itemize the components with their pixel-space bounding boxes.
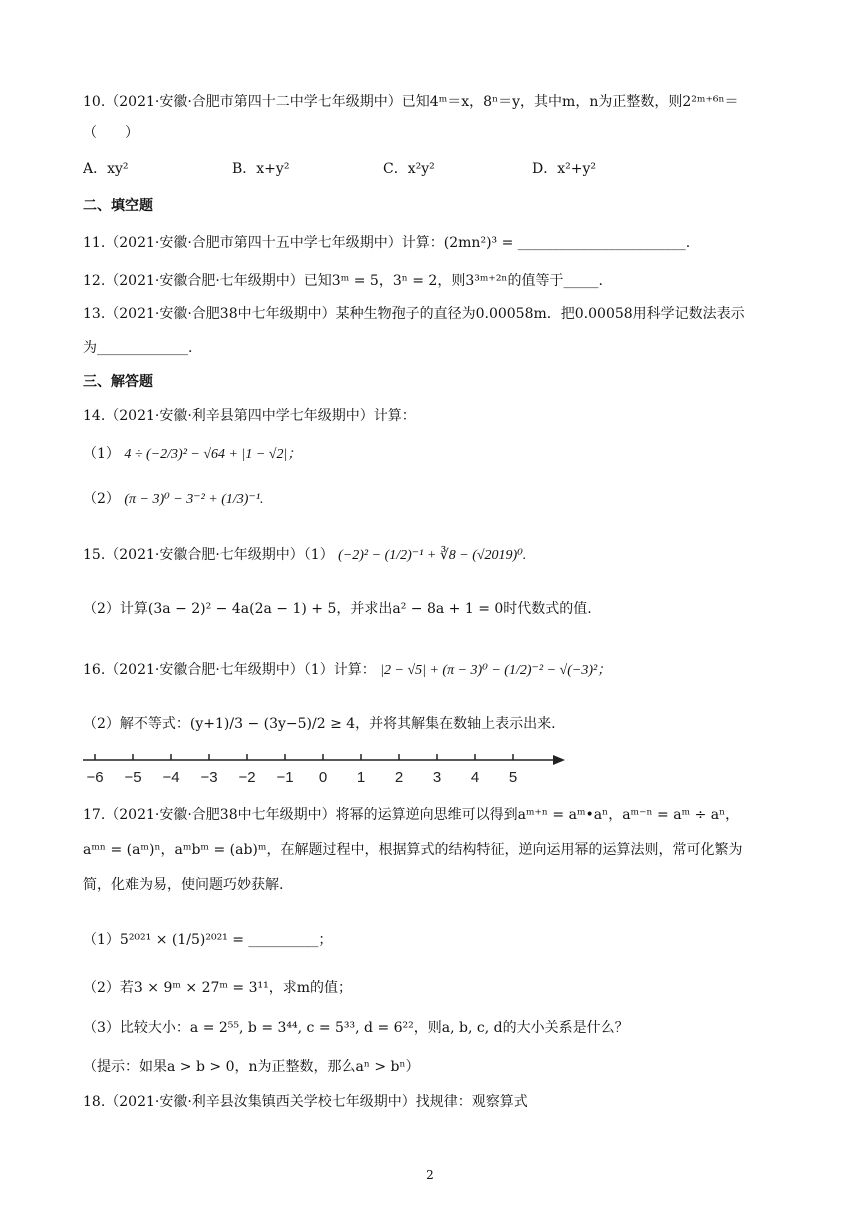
number-line-tick-label: 5 [508,769,518,786]
number-line-tick-label: 4 [470,769,480,786]
number-line-tick-label: 1 [356,769,366,786]
q16-part1 [83,660,611,681]
section-answer-heading: 三、解答题 [83,374,153,390]
q17-part1: （1）5²⁰²¹ × (1/5)²⁰²¹ = __________； [83,932,333,948]
q10-blank: （ ） [83,125,139,141]
q14-part2 [83,489,264,510]
q16-stem: 16.（2021·安徽合肥·七年级期中）（1）计算： [83,662,376,678]
number-line-ticks [86,754,517,786]
number-line-tick-label: −3 [200,769,218,786]
q14-stem: 14.（2021·安徽·利辛县第四中学七年级期中）计算： [83,408,416,424]
number-line [83,750,573,790]
q17-line1: 17.（2021·安徽·合肥38中七年级期中）将幂的运算逆向思维可以得到aᵐ⁺ⁿ = aᵐ•aⁿ，aᵐ⁻ⁿ = aᵐ ÷ aⁿ， [83,807,740,823]
number-line-tick-label: 0 [318,769,328,786]
q14-part1-label: （1） [83,446,120,462]
number-line-arrow [553,755,565,765]
q14-part1 [83,444,301,465]
number-line-tick-label: −5 [124,769,142,786]
q17-line3: 简，化难为易，使问题巧妙获解. [83,877,284,893]
q17-part2: （2）若3 × 9ᵐ × 27ᵐ = 3¹¹，求m的值； [83,980,353,996]
q13-line2: 为_____________. [83,340,193,356]
q16-part1-expression: |2 − √5| + (π − 3)⁰ − (1/2)⁻² − √(−3)²； [380,663,612,678]
q15-part2: （2）计算(3a − 2)² − 4a(2a − 1) + 5，并求出a² − 8a + 1 = 0时代数式的值. [83,601,592,617]
q10-option-c: C．x²y² [383,161,435,177]
number-line-tick-label: −6 [86,769,104,786]
number-line-tick-label: −2 [238,769,256,786]
q18-stem: 18.（2021·安徽·利辛县汝集镇西关学校七年级期中）找规律：观察算式 [83,1094,528,1110]
q13-line1: 13.（2021·安徽·合肥38中七年级期中）某种生物孢子的直径为0.00058m．把0.00058用科学记数法表示 [83,306,745,322]
section-fill-in-heading: 二、填空题 [83,198,153,214]
q17-part3: （3）比较大小：a = 2⁵⁵, b = 3⁴⁴, c = 5³³, d = 6²²，则a, b, c, d的大小关系是什么？ [83,1020,629,1036]
q17-line2: aᵐⁿ = (aᵐ)ⁿ，aᵐbᵐ = (ab)ᵐ，在解题过程中，根据算式的结构特征，逆向运用幂的运算法则，常可化繁为 [83,842,743,858]
q10-option-d: D．x²+y² [532,161,596,177]
q15-part1 [83,545,526,566]
number-line-tick-label: −1 [276,769,294,786]
number-line-tick-label: 3 [432,769,442,786]
q14-part2-label: （2） [83,491,120,507]
q14-part2-expression: (π − 3)⁰ − 3⁻² + (1/3)⁻¹. [124,492,264,507]
number-line-tick-label: 2 [394,769,404,786]
number-line-tick-label: −4 [162,769,180,786]
q11-text: 11.（2021·安徽·合肥市第四十五中学七年级期中）计算：(2mn²)³ = ________________________. [83,235,691,251]
q16-part2: （2）解不等式：(y+1)/3 − (3y−5)/2 ≥ 4，并将其解集在数轴上表示出来. [83,716,556,732]
q15-stem: 15.（2021·安徽合肥·七年级期中）（1） [83,547,334,563]
q10-option-a: A．xy² [83,161,129,177]
page-number: 2 [426,1168,434,1182]
q10-stem: 10.（2021·安徽·合肥市第四十二中学七年级期中）已知4ᵐ＝x，8ⁿ＝y，其中m，n为正整数，则2²ᵐ⁺⁶ⁿ＝ [83,94,739,110]
q14-part1-expression: 4 ÷ (−2/3)² − √64 + |1 − √2|； [124,447,302,462]
q12-text: 12.（2021·安徽合肥·七年级期中）已知3ᵐ = 5，3ⁿ = 2，则3³ᵐ⁺²ⁿ的值等于_____. [83,273,603,289]
q10-option-b: B．x+y² [232,161,290,177]
q17-hint: （提示：如果a > b > 0，n为正整数，那么aⁿ > bⁿ） [83,1059,420,1075]
q15-part1-expression: (−2)² − (1/2)⁻¹ + ∛8 − (√2019)⁰. [338,548,527,563]
